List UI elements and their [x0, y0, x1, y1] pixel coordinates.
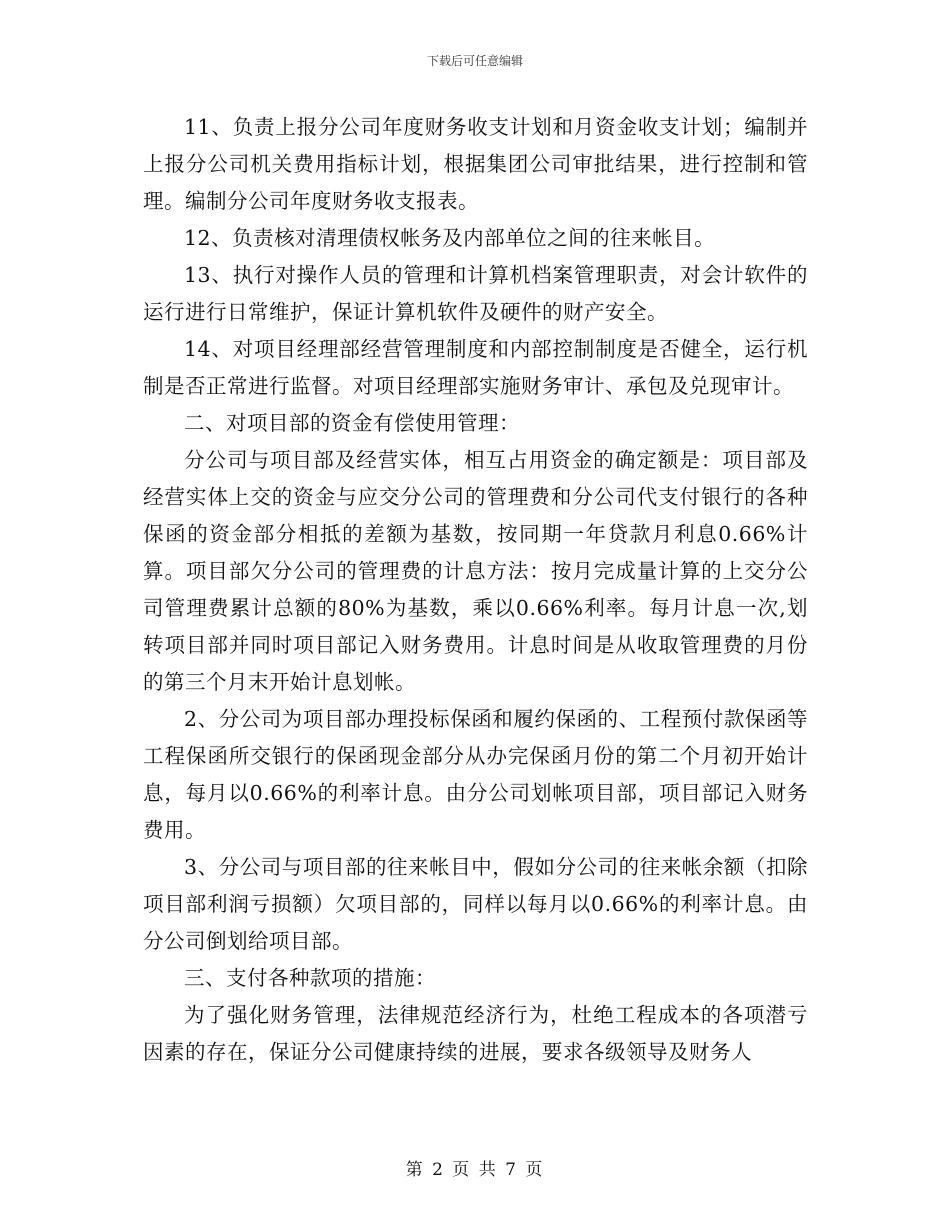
section-heading-3: 三、支付各种款项的措施： [184, 966, 436, 990]
paragraph-item-12: 12、负责核对清理债权帐务及内部单位之间的往来帐目。 [184, 226, 716, 250]
paragraph-guarantee-interest: 2、分公司为项目部办理投标保函和履约保函的、工程预付款保函等工程保函所交银行的保函现金部分从办完保函月份的第二个月初开始计息，每月以0.66%的利率计息。由分公司划帐项目部，项目部记入财务费用。 [143, 707, 808, 842]
page-number: 第 2 页 共 7 页 [405, 1160, 545, 1180]
paragraph-item-11: 11、负责上报分公司年度财务收支计划和月资金收支计划；编制并上报分公司机关费用指标计划，根据集团公司审批结果，进行控制和管理。编制分公司年度财务收支报表。 [143, 115, 808, 213]
paragraph-item-13: 13、执行对操作人员的管理和计算机档案管理职责，对会计软件的运行进行日常维护，保证计算机软件及硬件的财产安全。 [143, 263, 808, 324]
paragraph-payment-measures: 为了强化财务管理，法律规范经济行为，杜绝工程成本的各项潜亏因素的存在，保证分公司健康持续的进展，要求各级领导及财务人 [143, 1003, 808, 1064]
paragraph-item-14: 14、对项目经理部经营管理制度和内部控制制度是否健全，运行机制是否正常进行监督。对项目经理部实施财务审计、承包及兑现审计。 [143, 337, 808, 398]
document-body [143, 109, 808, 1071]
section-heading-2: 二、对项目部的资金有偿使用管理： [184, 411, 520, 435]
paragraph-account-interest: 3、分公司与项目部的往来帐目中，假如分公司的往来帐余额（扣除项目部利润亏损额）欠项目部的，同样以每月以0.66%的利率计息。由分公司倒划给项目部。 [143, 855, 808, 953]
paragraph-capital-usage: 分公司与项目部及经营实体，相互占用资金的确定额是：项目部及经营实体上交的资金与应交分公司的管理费和分公司代支付银行的各种保函的资金部分相抵的差额为基数，按同期一年贷款月利息0.66%计算。项目部欠分公司的管理费的计息方法：按月完成量计算的上交分公司管理费累计总额的80%为基数，乘以0.66%利率。每月计息一次,划转项目部并同时项目部记入财务费用。计息时间是从收取管理费的月份的第三个月末开始计息划帐。 [143, 448, 808, 694]
page-header: 下载后可任意编辑 [426, 54, 523, 68]
